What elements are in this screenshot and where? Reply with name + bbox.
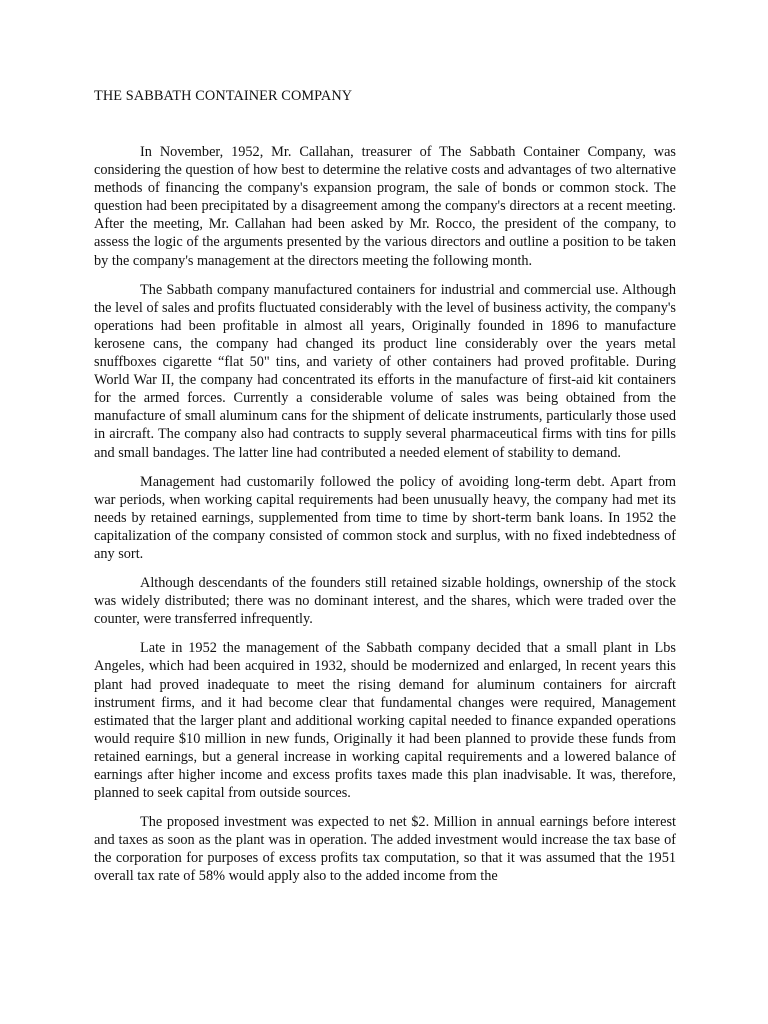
paragraph-expansion-plan: Late in 1952 the management of the Sabbath company decided that a small plant in Lbs Angeles, which had been acquired in 1932, should be modernized and enlarged, ln recent years this plant had proved inadequate to meet the rising demand for aluminum containers for aircraft instrument firms, and it had become clear that fundamental changes were required, Management estimated that the larger plant and additional working capital needed to finance expanded operations would require $10 million in new funds, Originally it had been planned to provide these funds from retained earnings, but a general increase in working capital requirements and a lowered balance of earnings after higher income and excess profits taxes made this plan inadvisable. It was, therefore, planned to seek capital from outside sources. [94, 640, 676, 802]
paragraph-company-background: The Sabbath company manufactured containers for industrial and commercial use. Although the level of sales and profits fluctuated considerably with the level of business activity, the company's operations had been profitable in almost all years, Originally founded in 1896 to manufacture kerosene cans, the company had changed its product line considerably over the years metal snuffboxes cigarette “flat 50" tins, and variety of other containers had proved profitable. During World War II, the company had concentrated its efforts in the manufacture of first-aid kit containers for the armed forces. Currently a considerable volume of sales was being obtained from the manufacture of small aluminum cans for the shipment of delicate instruments, particularly those used in aircraft. The company also had contracts to supply several pharmaceutical firms with tins for pills and small bandages. The latter line had contributed a needed element of stability to demand. [94, 281, 676, 461]
paragraph-debt-policy: Management had customarily followed the policy of avoiding long-term debt. Apart from war periods, when working capital requirements had been unusually heavy, the company had met its needs by retained earnings, supplemented from time to time by short-term bank loans. In 1952 the capitalization of the company consisted of common stock and surplus, with no fixed indebtedness of any sort. [94, 473, 676, 562]
paragraph-investment-earnings: The proposed investment was expected to net $2. Million in annual earnings before interest and taxes as soon as the plant was in operation. The added investment would increase the tax base of the corporation for purposes of excess profits tax computation, so that it was assumed that the 1951 overall tax rate of 58% would apply also to the added income from the [94, 814, 676, 885]
document-title: THE SABBATH CONTAINER COMPANY [94, 88, 353, 104]
paragraph-ownership: Although descendants of the founders still retained sizable holdings, ownership of the stock was widely distributed; there was no dominant interest, and the shares, which were traded over the counter, were transferred infrequently. [94, 575, 676, 628]
paragraph-intro: In November, 1952, Mr. Callahan, treasurer of The Sabbath Container Company, was considering the question of how best to determine the relative costs and advantages of two alternative methods of financing the company's expansion program, the sale of bonds or common stock. The question had been precipitated by a disagreement among the company's directors at a recent meeting. After the meeting, Mr. Callahan had been asked by Mr. Rocco, the president of the company, to assess the logic of the arguments presented by the various directors and outline a position to be taken by the company's management at the directors meeting the following month. [94, 144, 676, 269]
document-body [94, 143, 676, 897]
